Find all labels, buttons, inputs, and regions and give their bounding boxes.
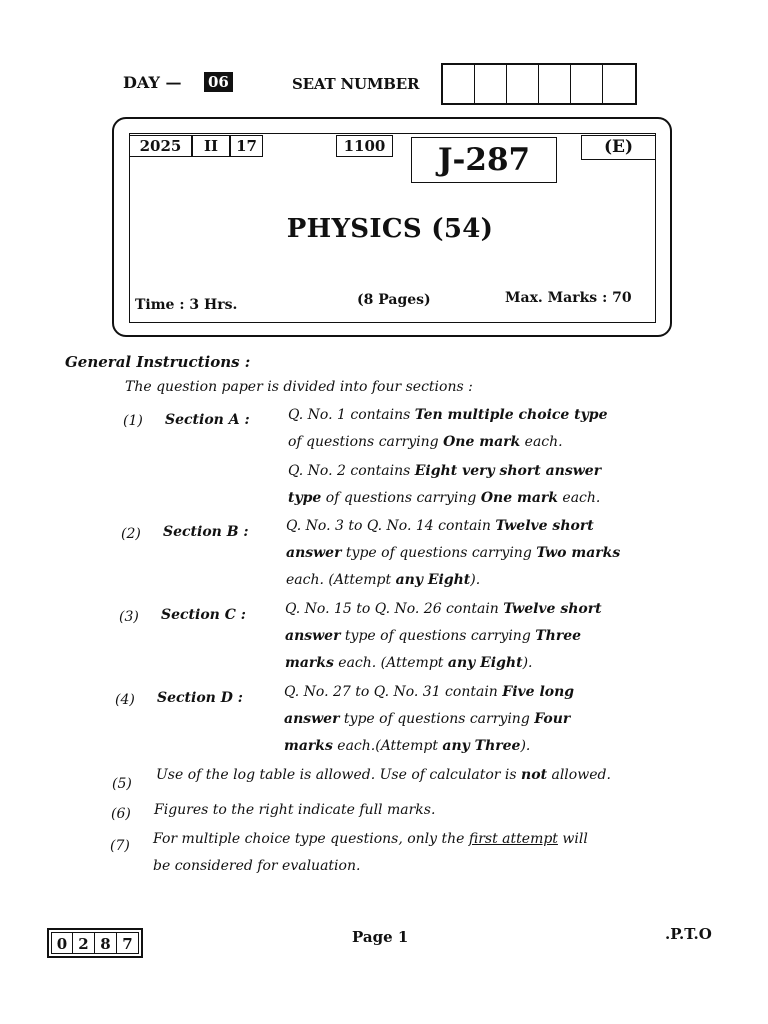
- section-d-text-part: Five long: [502, 684, 575, 700]
- section-a-text-2-part: of questions carrying: [321, 490, 481, 506]
- max-marks: Max. Marks : 70: [505, 290, 632, 306]
- note-number: (6): [111, 806, 131, 822]
- section-name: Section D :: [157, 690, 243, 706]
- paper-code-boxes: [47, 928, 143, 958]
- seat-number-cell[interactable]: [539, 65, 571, 103]
- instructions-heading: General Instructions :: [65, 353, 251, 371]
- note-multiple-choice-part: first attempt: [468, 831, 558, 847]
- section-b-text-part: any Eight: [395, 572, 471, 588]
- section-a-text-1-part: each.: [520, 434, 563, 450]
- code-digit: 0: [51, 932, 73, 954]
- section-c-text-part: Three: [535, 628, 582, 644]
- section-a-text-1: [288, 402, 648, 456]
- section-d-text-part: type of questions carrying: [339, 711, 535, 727]
- section-a-text-2-part: One mark: [480, 490, 558, 506]
- section-a-text-2-part: Eight very short answer: [414, 463, 602, 479]
- section-b-text-part: type of questions carrying: [341, 545, 537, 561]
- day-value: 06: [204, 72, 233, 92]
- seat-number-cell[interactable]: [603, 65, 635, 103]
- seat-number-cell[interactable]: [507, 65, 539, 103]
- note-number: (5): [112, 776, 132, 792]
- note-multiple-choice-part: will: [557, 831, 588, 847]
- section-b-text-part: each. (Attempt: [286, 572, 396, 588]
- section-b-text-part: Two marks: [536, 545, 621, 561]
- section-a-text-2: [288, 458, 648, 512]
- note-multiple-choice-part: be considered for evaluation.: [153, 858, 361, 874]
- section-b-text-part: answer: [286, 545, 342, 561]
- subject-title: PHYSICS (54): [286, 214, 494, 244]
- instructions-intro: The question paper is divided into four sections :: [125, 379, 473, 395]
- note-number: (7): [110, 838, 130, 854]
- section-b-text-part: Twelve short: [495, 518, 594, 534]
- seat-number-cell[interactable]: [475, 65, 507, 103]
- page-count: (8 Pages): [357, 292, 431, 308]
- section-d-text-part: marks: [284, 738, 333, 754]
- section-a-text-1-part: Q. No. 1 contains: [288, 407, 415, 423]
- note-log-table: [156, 762, 611, 789]
- section-d-text-part: answer: [284, 711, 340, 727]
- section-c-text-part: answer: [285, 628, 341, 644]
- section-c-text-part: ).: [522, 655, 533, 671]
- section-number: (3): [119, 609, 139, 625]
- section-a-text-2-part: each.: [557, 490, 601, 506]
- code-digit: 7: [117, 932, 139, 954]
- section-c-text-part: Twelve short: [503, 601, 602, 617]
- year-tag: 2025: [129, 135, 192, 157]
- section-c-text-part: each. (Attempt: [333, 655, 448, 671]
- section-name: Section B :: [163, 524, 249, 540]
- seat-number-cell[interactable]: [571, 65, 603, 103]
- section-a-text-1-part: of questions carrying: [288, 434, 444, 450]
- term-tag: II: [192, 135, 230, 157]
- section-a-text-2-part: type: [288, 490, 322, 506]
- medium-tag: (E): [581, 135, 656, 160]
- section-number: (1): [123, 413, 143, 429]
- section-d-text-part: ).: [520, 738, 531, 754]
- section-d-text-part: Q. No. 27 to Q. No. 31 contain: [284, 684, 503, 700]
- code-digit: 8: [95, 932, 117, 954]
- seat-number-label: SEAT NUMBER: [292, 75, 420, 93]
- section-c-text-part: type of questions carrying: [340, 628, 536, 644]
- time-allowed: Time : 3 Hrs.: [135, 297, 238, 313]
- note-multiple-choice-part: For multiple choice type questions, only the: [153, 831, 469, 847]
- section-c-text-part: marks: [285, 655, 334, 671]
- pto-label: .P.T.O: [665, 925, 712, 943]
- section-a-text-2-part: Q. No. 2 contains: [288, 463, 415, 479]
- note-multiple-choice: [153, 826, 643, 880]
- note-full-marks: Figures to the right indicate full marks.: [154, 802, 436, 818]
- day-label: DAY —: [123, 73, 182, 92]
- section-b-text-part: Q. No. 3 to Q. No. 14 contain: [286, 518, 496, 534]
- section-c-text-part: any Eight: [447, 655, 523, 671]
- section-d-text: [284, 679, 644, 760]
- number-tag: 17: [230, 135, 263, 157]
- section-c-text: [285, 596, 645, 677]
- note-log-table-part: Use of the log table is allowed. Use of calculator is: [156, 767, 522, 783]
- section-name: Section A :: [165, 412, 250, 428]
- section-c-text-part: Q. No. 15 to Q. No. 26 contain: [285, 601, 504, 617]
- note-log-table-part: not: [521, 767, 548, 783]
- page-number: Page 1: [352, 928, 409, 946]
- section-a-text-1-part: One mark: [443, 434, 521, 450]
- section-d-text-part: any Three: [442, 738, 521, 754]
- time-code-tag: 1100: [336, 135, 393, 157]
- section-b-text-part: ).: [470, 572, 481, 588]
- section-d-text-part: each.(Attempt: [332, 738, 443, 754]
- section-name: Section C :: [161, 607, 246, 623]
- section-b-text: [286, 513, 646, 594]
- section-a-text-1-part: Ten multiple choice type: [414, 407, 608, 423]
- note-log-table-part: allowed.: [547, 767, 611, 783]
- paper-code: J-287: [411, 137, 557, 183]
- seat-number-cell[interactable]: [443, 65, 475, 103]
- section-d-text-part: Four: [534, 711, 571, 727]
- section-number: (2): [121, 526, 141, 542]
- section-number: (4): [115, 692, 135, 708]
- code-digit: 2: [73, 932, 95, 954]
- seat-number-boxes[interactable]: [441, 63, 637, 105]
